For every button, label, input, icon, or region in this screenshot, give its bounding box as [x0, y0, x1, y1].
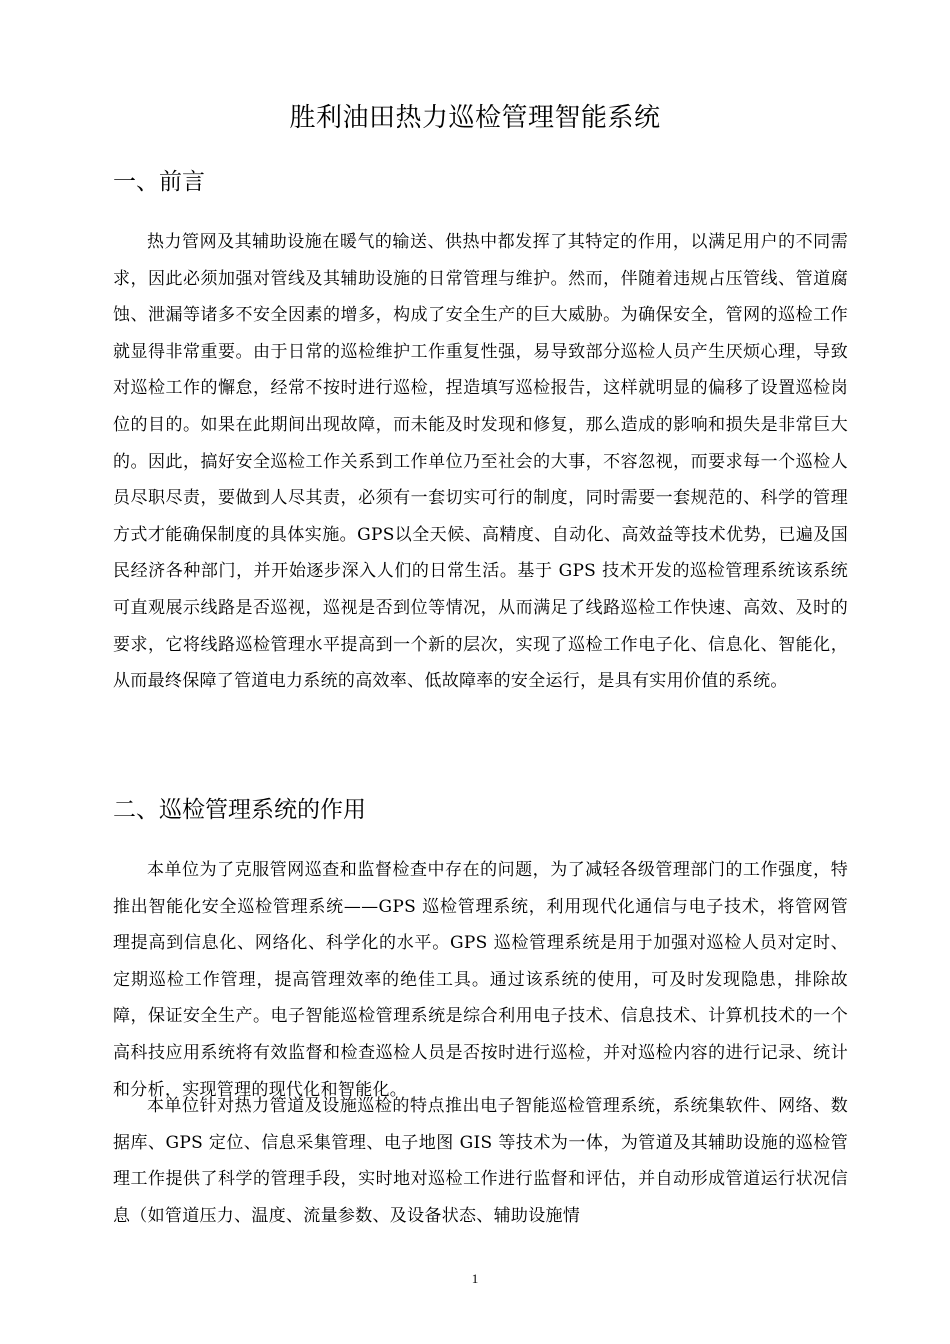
- section-heading-system-role: 二、巡检管理系统的作用: [113, 797, 366, 823]
- section-heading-preface: 一、前言: [113, 169, 205, 195]
- preface-paragraph: 热力管网及其辅助设施在暖气的输送、供热中都发挥了其特定的作用，以满足用户的不同需求，因此必须加强对管线及其辅助设施的日常管理与维护。然而，伴随着违规占压管线、管道腐蚀、泄漏等诸多不安全因素的增多，构成了安全生产的巨大威胁。为确保安全，管网的巡检工作就显得非常重要。由于日常的巡检维护工作重复性强，易导致部分巡检人员产生厌烦心理，导致对巡检工作的懈怠，经常不按时进行巡检，捏造填写巡检报告，这样就明显的偏移了设置巡检岗位的目的。如果在此期间出现故障，而未能及时发现和修复，那么造成的影响和损失是非常巨大的。因此，搞好安全巡检工作关系到工作单位乃至社会的大事，不容忽视，而要求每一个巡检人员尽职尽责，要做到人尽其责，必须有一套切实可行的制度，同时需要一套规范的、科学的管理方式才能确保制度的具体实施。GPS以全天候、高精度、自动化、高效益等技术优势，已遍及国民经济各种部门，并开始逐步深入人们的日常生活。基于 GPS 技术开发的巡检管理系统该系统可直观展示线路是否巡视，巡视是否到位等情况，从而满足了线路巡检工作快速、高效、及时的要求，它将线路巡检管理水平提高到一个新的层次，实现了巡检工作电子化、信息化、智能化，从而最终保障了管道电力系统的高效率、低故障率的安全运行，是具有实用价值的系统。: [113, 232, 848, 692]
- system-role-paragraph-1: 本单位为了克服管网巡查和监督检查中存在的问题，为了减轻各级管理部门的工作强度，特推出智能化安全巡检管理系统——GPS 巡检管理系统，利用现代化通信与电子技术，将管网管理提高到信息化、网络化、科学化的水平。GPS 巡检管理系统是用于加强对巡检人员对定时、定期巡检工作管理，提高管理效率的绝佳工具。通过该系统的使用，可及时发现隐患，排除故障，保证安全生产。电子智能巡检管理系统是综合利用电子技术、信息技术、计算机技术的一个高科技应用系统将有效监督和检查巡检人员是否按时进行巡检，并对巡检内容的进行记录、统计和分析，实现管理的现代化和智能化。: [113, 860, 848, 1100]
- page-number: 1: [471, 1271, 479, 1286]
- system-role-paragraph-2: 本单位针对热力管道及设施巡检的特点推出电子智能巡检管理系统，系统集软件、网络、数据库、GPS 定位、信息采集管理、电子地图 GIS 等技术为一体，为管道及其辅助设施的巡检管理工作提供了科学的管理手段，实时地对巡检工作进行监督和评估，并自动形成管道运行状况信息（如管道压力、温度、流量参数、及设备状态、辅助设施情: [113, 1096, 848, 1226]
- document-title: 胜利油田热力巡检管理智能系统: [289, 103, 661, 133]
